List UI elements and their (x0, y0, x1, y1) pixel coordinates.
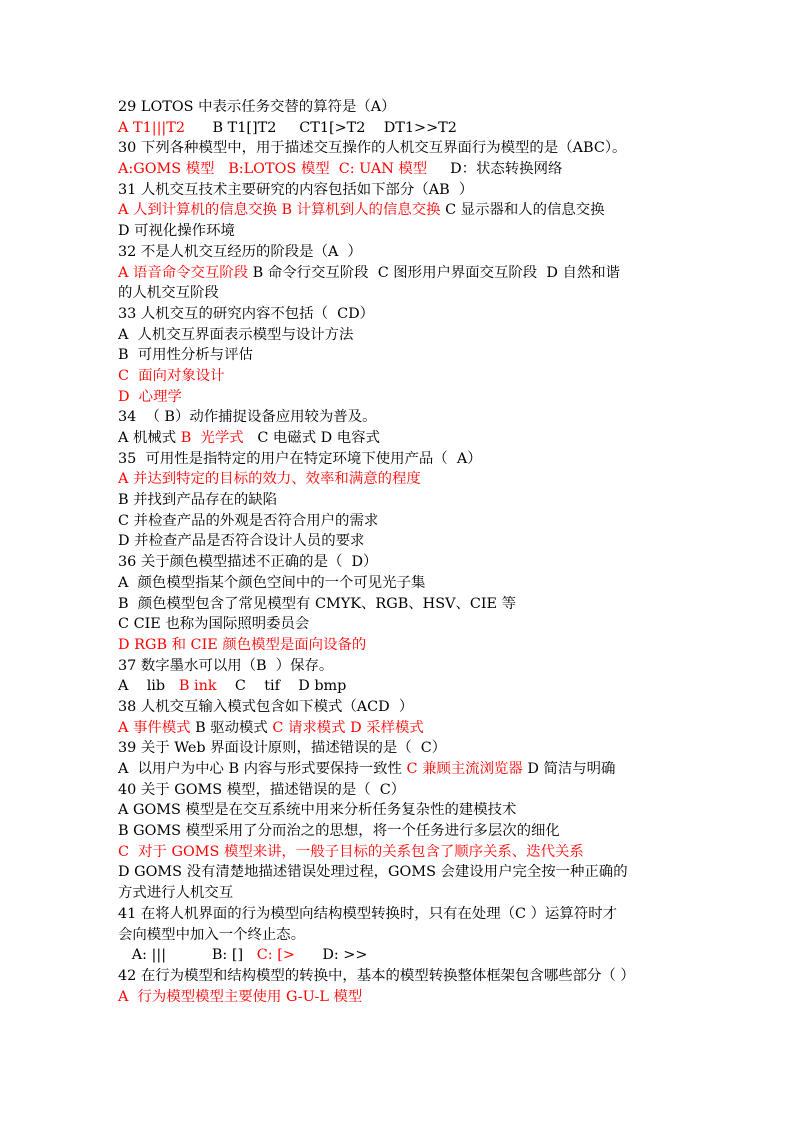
question-text: B 颜色模型包含了常见模型有 CMYK、RGB、HSV、CIE 等 (118, 595, 517, 612)
text-line (118, 304, 678, 325)
question-text: A 机械式 (118, 430, 181, 446)
text-line (118, 138, 678, 159)
text-line (118, 407, 678, 428)
answer-text: C 对于 GOMS 模型来讲，一般子目标的关系包含了顺序关系、迭代关系 (118, 843, 584, 860)
text-line (118, 490, 678, 511)
text-line (118, 428, 678, 449)
text-line (118, 883, 678, 904)
question-text: 42 在行为模型和结构模型的转换中，基本的模型转换整体框架包含哪些部分（ ） (118, 967, 635, 984)
answer-text: A 行为模型模型主要使用 G-U-L 模型 (118, 988, 363, 1005)
text-line (118, 821, 678, 842)
question-text: 37 数字墨水可以用（B ）保存。 (118, 657, 334, 674)
question-text: 33 人机交互的研究内容不包括（ CD） (118, 305, 375, 322)
question-text: C tif D bmp (216, 678, 347, 695)
text-line (118, 738, 678, 759)
answer-text: B 光学式 (180, 430, 244, 446)
text-line (118, 987, 678, 1008)
question-text: B T1[]T2 CT1[>T2 DT1>>T2 (185, 119, 457, 136)
answer-text: C 面向对象设计 (118, 367, 225, 384)
text-line (118, 242, 678, 263)
question-text: 29 LOTOS 中表示任务交替的算符是（A） (118, 99, 396, 115)
text-line (118, 676, 678, 697)
question-text: C CIE 也称为国际照明委员会 (118, 616, 310, 633)
question-text: A 人机交互界面表示模型与设计方法 (118, 326, 354, 343)
question-text: 31 人机交互技术主要研究的内容包括如下部分（AB ） (118, 181, 474, 198)
text-line (118, 718, 678, 739)
text-line (118, 159, 678, 180)
text-line (118, 469, 678, 490)
question-text: D GOMS 没有清楚地描述错误处理过程，GOMS 会建设用户完全按一种正确的 (118, 864, 628, 881)
answer-text: C 请求模式 D 采样模式 (272, 719, 424, 736)
text-line (118, 656, 678, 677)
question-text: B 并找到产品存在的缺陷 (118, 492, 278, 509)
text-line (118, 573, 678, 594)
question-text: A 颜色模型指某个颜色空间中的一个可见光子集 (118, 574, 426, 591)
text-line (118, 366, 678, 387)
text-line (118, 263, 678, 284)
text-line (118, 966, 678, 987)
text-line (118, 387, 678, 408)
text-line (118, 780, 678, 801)
text-line (118, 221, 678, 242)
text-line (118, 925, 678, 946)
text-line (118, 449, 678, 470)
question-text: A: ||| B: [] (118, 947, 257, 964)
question-text: 35 可用性是指特定的用户在特定环境下使用产品（ A） (118, 450, 482, 467)
text-line (118, 118, 678, 139)
answer-text: C 兼顾主流浏览器 (406, 761, 523, 777)
question-text: D: >> (294, 947, 368, 964)
question-text: D：状态转换网络 (427, 161, 563, 178)
text-line (118, 842, 678, 863)
question-text: D 并检查产品是否符合设计人员的要求 (118, 533, 365, 550)
document-page (118, 97, 678, 1007)
question-text: D 简洁与明确 (522, 761, 616, 777)
answer-text: A T1|||T2 (118, 119, 186, 136)
question-text: B 驱动模式 (190, 719, 273, 736)
question-text: C 显示器和人的信息交换 (440, 202, 605, 219)
question-text: 39 关于 Web 界面设计原则，描述错误的是（ C） (118, 740, 447, 757)
question-text: A lib (118, 678, 179, 695)
text-line (118, 614, 678, 635)
answer-text: A:GOMS 模型 B:LOTOS 模型 C: UAN 模型 (118, 161, 428, 178)
answer-text: A 并达到特定的目标的效力、效率和满意的程度 (118, 471, 421, 488)
answer-text: A 人到计算机的信息交换 B 计算机到人的信息交换 (118, 202, 441, 219)
question-text: C 电磁式 D 电容式 (243, 430, 380, 446)
question-text: B 可用性分析与评估 (118, 347, 253, 364)
question-text: 的人机交互阶段 (118, 285, 219, 302)
text-line (118, 759, 678, 780)
question-text: A 以用户为中心 B 内容与形式要保持一致性 (118, 761, 407, 777)
question-text: 34 （ B）动作捕捉设备应用较为普及。 (118, 409, 377, 426)
text-line (118, 200, 678, 221)
question-text: B GOMS 模型采用了分而治之的思想，将一个任务进行多层次的细化 (118, 823, 560, 840)
answer-text: A 语音命令交互阶段 (118, 264, 249, 281)
text-line (118, 325, 678, 346)
text-line (118, 594, 678, 615)
text-line (118, 697, 678, 718)
text-line (118, 283, 678, 304)
question-text: 41 在将人机界面的行为模型向结构模型转换时，只有在处理（C ）运算符时才 (118, 905, 617, 922)
text-line (118, 904, 678, 925)
question-text: C 并检查产品的外观是否符合用户的需求 (118, 512, 379, 529)
text-line (118, 531, 678, 552)
text-line (118, 552, 678, 573)
question-text: 会向模型中加入一个终止态。 (118, 926, 306, 943)
answer-text: D 心理学 (118, 388, 182, 405)
answer-text: C: [> (256, 947, 295, 964)
text-line (118, 800, 678, 821)
question-text: 30 下列各种模型中，用于描述交互操作的人机交互界面行为模型的是（ABC）。 (118, 140, 627, 157)
answer-text: A 事件模式 (118, 719, 191, 736)
question-text: A GOMS 模型是在交互系统中用来分析任务复杂性的建模技术 (118, 802, 517, 819)
question-text: D 可视化操作环境 (118, 223, 235, 240)
text-line (118, 511, 678, 532)
answer-text: B ink (178, 678, 217, 695)
question-text: 36 关于颜色模型描述不正确的是（ D） (118, 554, 378, 571)
text-line (118, 97, 678, 118)
text-line (118, 635, 678, 656)
question-text: 40 关于 GOMS 模型，描述错误的是（ C） (118, 781, 406, 798)
text-line (118, 180, 678, 201)
question-text: 32 不是人机交互经历的阶段是（A ） (118, 243, 362, 260)
question-text: B 命令行交互阶段 C 图形用户界面交互阶段 D 自然和谐 (248, 264, 621, 281)
text-line (118, 862, 678, 883)
question-text: 38 人机交互输入模式包含如下模式（ACD ） (118, 698, 414, 715)
text-line (118, 945, 678, 966)
text-line (118, 345, 678, 366)
question-text: 方式进行人机交互 (118, 885, 234, 902)
answer-text: D RGB 和 CIE 颜色模型是面向设备的 (118, 636, 367, 653)
